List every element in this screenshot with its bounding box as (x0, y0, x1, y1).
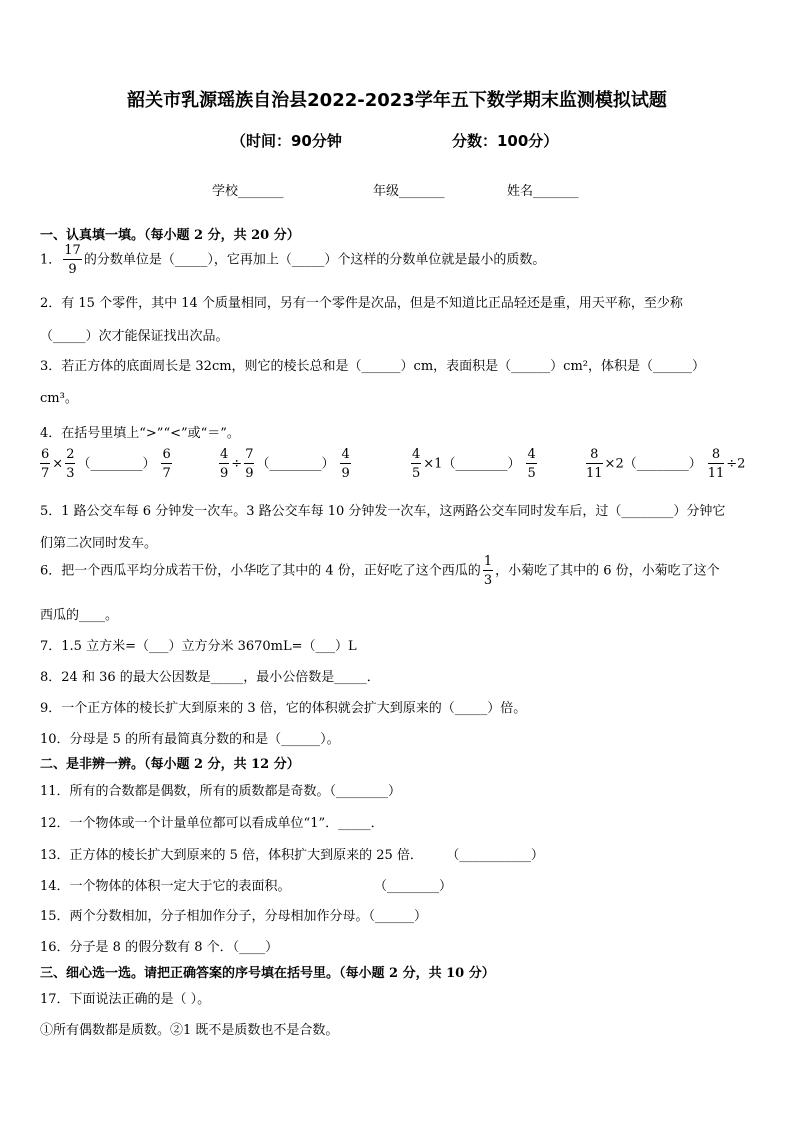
grade-field: 年级_______ (373, 184, 445, 199)
question-4-intro: 4．在括号里填上“>”“<”或“＝”。 (40, 426, 240, 441)
q4-c3-blank: （________） (442, 456, 521, 472)
fraction-denominator: 7 (41, 466, 50, 481)
fraction-numerator: 1 (483, 554, 493, 569)
fraction-numerator: 7 (245, 447, 254, 462)
question-17: 17．下面说法正确的是（ ）。 (40, 992, 211, 1007)
exam-time: （时间：90分钟 (231, 132, 342, 150)
question-5-line-1: 5．1 路公交车每 6 分钟发一次车。3 路公交车每 10 分钟发一次车，这两路公交车同时发车后，过（________）分钟它 (40, 504, 726, 519)
fraction-numerator: 2 (66, 447, 75, 462)
fraction-numerator: 4 (412, 447, 421, 462)
fraction-denominator: 3 (66, 466, 75, 481)
fraction-numerator: 4 (341, 447, 350, 462)
question-6-line-2: 西瓜的____。 (40, 608, 119, 623)
q4-c2-blank: （________） (256, 456, 335, 472)
question-8: 8．24 和 36 的最大公因数是_____，最小公倍数是_____． (40, 670, 380, 685)
q6-text-pre: 6．把一个西瓜平均分成若干份，小华吃了其中的 4 份，正好吃了这个西瓜的 (40, 563, 481, 579)
question-13 (40, 844, 544, 863)
question-12: 12．一个物体或一个计量单位都可以看成单位“1”．_____． (40, 816, 384, 831)
fraction-numerator: 17 (64, 243, 81, 258)
q4-c4-left-fraction (586, 448, 603, 480)
fraction-denominator: 7 (162, 466, 171, 481)
q4-c1-second-fraction (65, 448, 75, 480)
question-3-line-1: 3．若正方体的底面周长是 32cm，则它的棱长总和是（______）cm，表面积是（______）cm²，体积是（______） (40, 359, 705, 374)
section-3-heading: 三、细心选一选。请把正确答案的序号填在括号里。（每小题 2 分，共 10 分） (40, 966, 495, 981)
question-15: 15．两个分数相加，分子相加作分子，分母相加作分母。（______） (40, 909, 428, 924)
question-5-line-2: 们第二次同时发车。 (40, 536, 158, 551)
fraction-numerator: 4 (527, 447, 536, 462)
question-11: 11．所有的合数都是偶数，所有的质数都是奇数。（________） (40, 784, 402, 799)
fraction-denominator: 9 (245, 466, 254, 481)
fraction-numerator: 8 (708, 448, 725, 464)
q6-fraction (483, 555, 493, 587)
q4-c1-right-fraction (161, 448, 171, 480)
exam-score: 分数：100分） (452, 132, 559, 150)
q4-c4-blank: （________） (623, 456, 702, 472)
q4-c2-second-fraction (244, 448, 254, 480)
q4-comparison-2 (217, 448, 353, 480)
question-9: 9．一个正方体的棱长扩大到原来的 3 倍，它的体积就会扩大到原来的（_____）倍。 (40, 701, 527, 716)
q1-fraction (63, 244, 82, 276)
q1-number: 1． (40, 252, 62, 268)
q1-text: 的分数单位是（_____），它再加上（_____）个这样的分数单位就是最小的质数。 (83, 252, 546, 268)
question-10: 10．分母是 5 的所有最简真分数的和是（______）。 (40, 732, 340, 747)
fraction-denominator: 9 (220, 466, 229, 481)
q4-c1-operator: × (52, 456, 64, 472)
question-14 (40, 875, 452, 894)
q4-c3-operator: ×1 (423, 456, 443, 472)
q4-comparison-4 (584, 448, 745, 480)
fraction-denominator: 11 (707, 466, 725, 481)
question-7: 7．1.5 立方米=（___）立方分米 3670mL=（___）L (40, 639, 357, 654)
question-3-line-2: cm³。 (40, 391, 78, 406)
question-16: 16．分子是 8 的假分数有 8 个．（____） (40, 940, 279, 955)
fraction-numerator: 4 (220, 447, 229, 462)
fraction-numerator: 8 (586, 448, 603, 464)
section-2-heading: 二、是非辨一辨。（每小题 2 分，共 12 分） (40, 757, 300, 772)
q6-text-post: ，小菊吃了其中的 6 份，小菊吃了这个 (495, 563, 720, 579)
school-field: 学校_______ (212, 184, 284, 199)
fraction-denominator: 5 (412, 466, 421, 481)
page-title: 韶关市乳源瑶族自治县2022-2023学年五下数学期末监测模拟试题 (127, 90, 667, 111)
q4-c3-right-fraction (526, 448, 536, 480)
fraction-denominator: 3 (483, 573, 493, 588)
q4-c2-operator: ÷ (231, 456, 243, 472)
q4-c1-blank: （________） (77, 456, 156, 472)
fraction-numerator: 6 (41, 447, 50, 462)
q4-c3-left-fraction (411, 448, 421, 480)
question-1 (40, 244, 545, 276)
q4-c1-left-fraction (40, 448, 50, 480)
question-2-line-1: 2．有 15 个零件，其中 14 个质量相同，另有一个零件是次品，但是不知道比正品轻还是重，用天平称，至少称 (40, 296, 683, 311)
section-1-heading: 一、认真填一填。（每小题 2 分，共 20 分） (40, 228, 300, 243)
question-17-options: ①所有偶数都是质数。②1 既不是质数也不是合数。 (40, 1023, 339, 1038)
question-2-line-2: （_____）次才能保证找出次品。 (40, 329, 229, 344)
q13-blank: （___________） (452, 848, 544, 863)
fraction-denominator: 9 (341, 466, 350, 481)
fraction-denominator: 9 (68, 262, 77, 277)
q14-text: 14．一个物体的体积一定大于它的表面积。 (40, 879, 291, 894)
q4-c2-left-fraction (219, 448, 229, 480)
q4-comparison-1 (38, 448, 174, 480)
q4-comparison-3 (409, 448, 539, 480)
name-field: 姓名_______ (507, 184, 579, 199)
fraction-numerator: 6 (162, 447, 171, 462)
fraction-denominator: 11 (586, 466, 603, 481)
q4-c4-operator: ×2 (604, 456, 624, 472)
question-6-line-1 (40, 555, 720, 587)
q13-text: 13．正方体的棱长扩大到原来的 5 倍，体积扩大到原来的 25 倍． (40, 848, 423, 863)
fraction-denominator: 5 (527, 466, 536, 481)
q4-c2-right-fraction (340, 448, 350, 480)
q14-blank: （________） (380, 879, 453, 894)
q4-c4-right-fraction (708, 448, 725, 480)
q4-c4-tail: ÷2 (726, 456, 746, 472)
